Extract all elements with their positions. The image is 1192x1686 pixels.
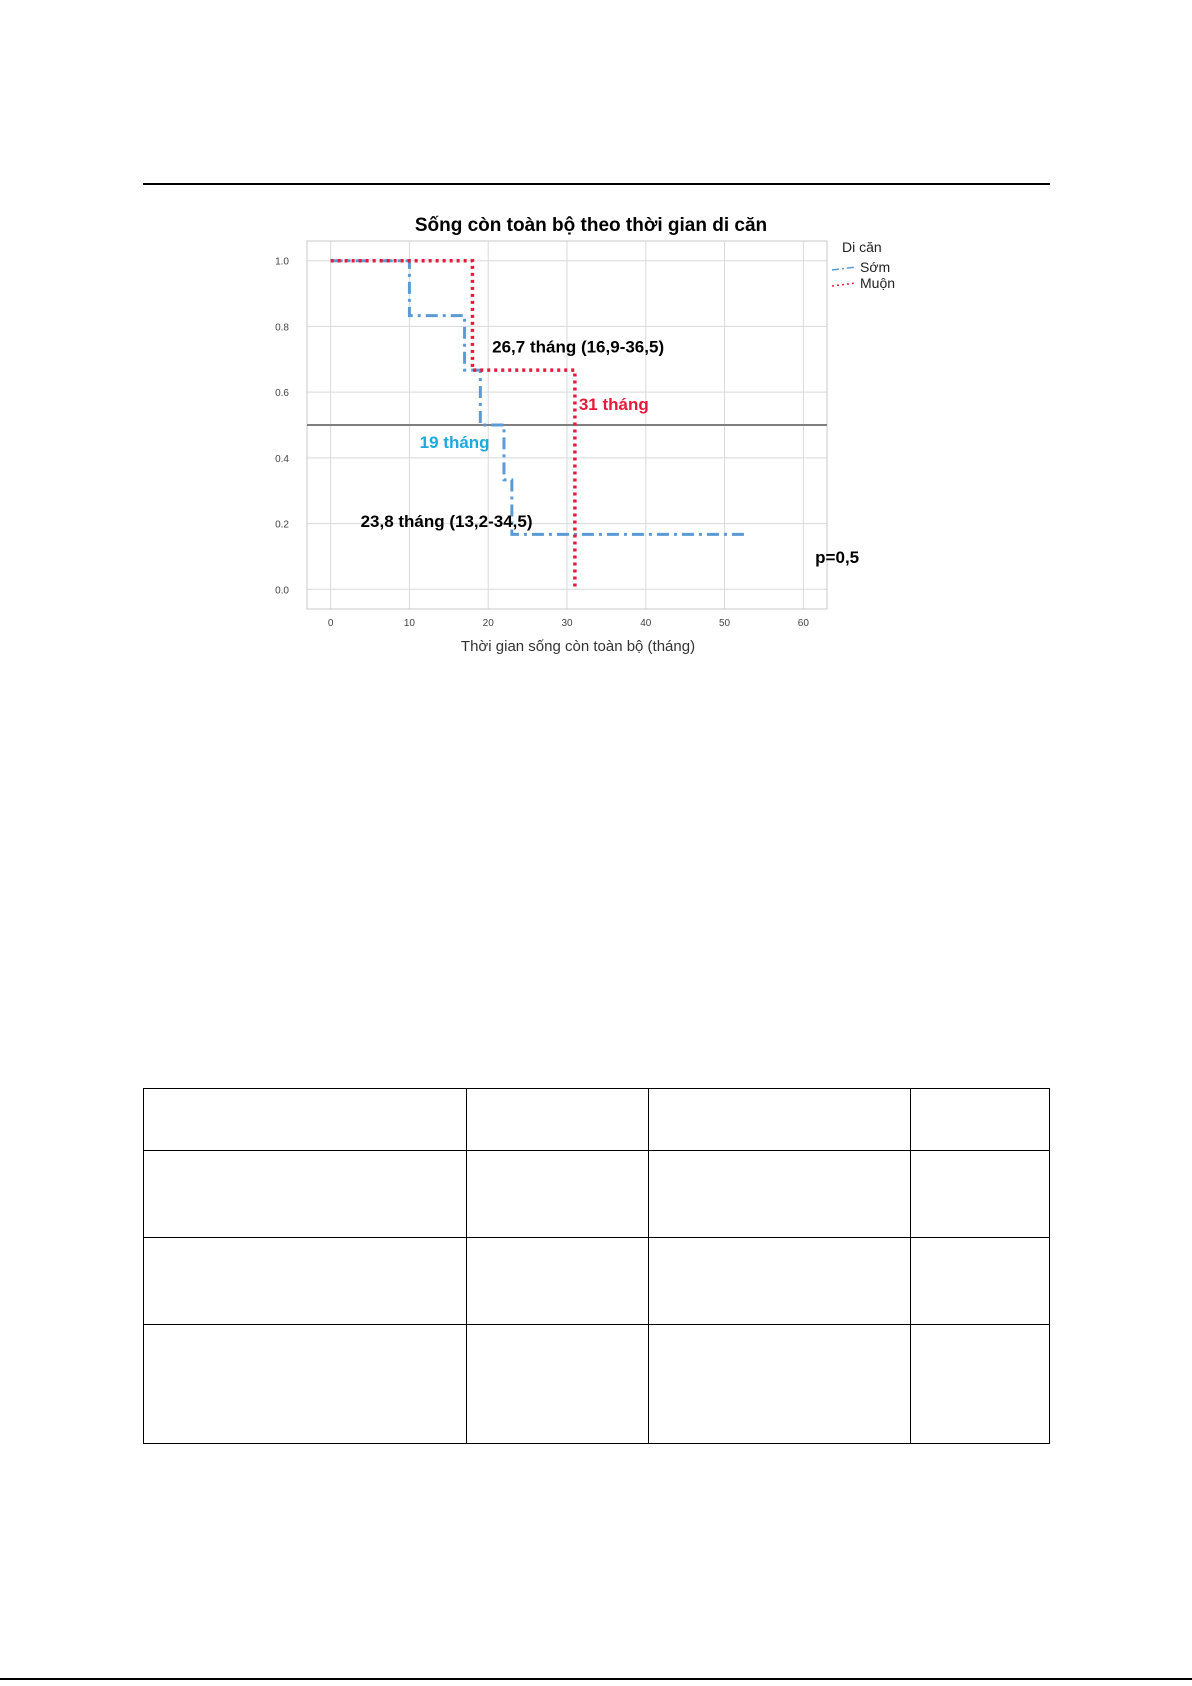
annotation-label: p=0,5	[815, 548, 860, 567]
table-cell	[911, 1238, 1050, 1325]
series-line-som	[331, 261, 745, 535]
x-tick-label: 0	[327, 618, 334, 629]
y-tick-label: 0.0	[275, 585, 289, 597]
table-cell	[911, 1151, 1050, 1238]
table-cell	[649, 1238, 911, 1325]
x-tick-label: 20	[482, 618, 494, 629]
annotation-label: 26,7 tháng (16,9-36,5)	[492, 337, 665, 357]
x-tick-label: 10	[403, 618, 415, 629]
y-tick-label: 0.8	[275, 322, 289, 334]
y-tick-label: 1.0	[275, 256, 289, 268]
chart-title: Sống còn toàn bộ theo thời gian di căn	[414, 215, 768, 236]
y-tick-label: 0.4	[275, 453, 289, 465]
x-tick-label: 40	[640, 618, 652, 629]
table-cell	[649, 1089, 911, 1151]
y-tick-labels	[275, 257, 289, 597]
y-tick-label: 0.2	[275, 519, 289, 531]
table-cell	[911, 1325, 1050, 1444]
x-tick-label: 50	[719, 618, 731, 629]
survival-chart	[260, 205, 920, 665]
table-cell	[467, 1089, 649, 1151]
table-cell	[649, 1151, 911, 1238]
table-cell	[911, 1089, 1050, 1151]
table-cell	[467, 1238, 649, 1325]
x-tick-label: 60	[797, 618, 809, 629]
top-rule	[143, 183, 1050, 185]
bottom-rule	[0, 1678, 1192, 1680]
table-header-row	[144, 1089, 1050, 1151]
annotation-label: 19 tháng	[419, 433, 490, 452]
x-axis-label: Thời gian sống còn toàn bộ (tháng)	[460, 638, 696, 655]
table-cell	[144, 1089, 467, 1151]
legend-swatch-som	[832, 267, 856, 270]
table-cell	[649, 1325, 911, 1444]
table-row	[144, 1151, 1050, 1238]
table-row	[144, 1325, 1050, 1444]
table-cell	[144, 1151, 467, 1238]
annotation-label: 31 tháng	[578, 395, 649, 415]
legend	[832, 239, 895, 291]
y-tick-label: 0.6	[275, 388, 289, 400]
data-table	[143, 1088, 1050, 1444]
x-tick-label: 30	[561, 618, 573, 629]
table-cell	[144, 1238, 467, 1325]
table-cell	[467, 1325, 649, 1444]
annotation-label: 23,8 tháng (13,2-34,5)	[360, 511, 533, 531]
legend-label-som: Sớm	[860, 259, 891, 275]
legend-label-muon: Muộn	[860, 275, 896, 291]
legend-swatch-muon	[832, 283, 856, 286]
table-cell	[467, 1151, 649, 1238]
legend-title: Di căn	[842, 239, 882, 255]
x-tick-labels	[328, 618, 810, 629]
annotations	[361, 338, 860, 567]
table-row	[144, 1238, 1050, 1325]
table-cell	[144, 1325, 467, 1444]
